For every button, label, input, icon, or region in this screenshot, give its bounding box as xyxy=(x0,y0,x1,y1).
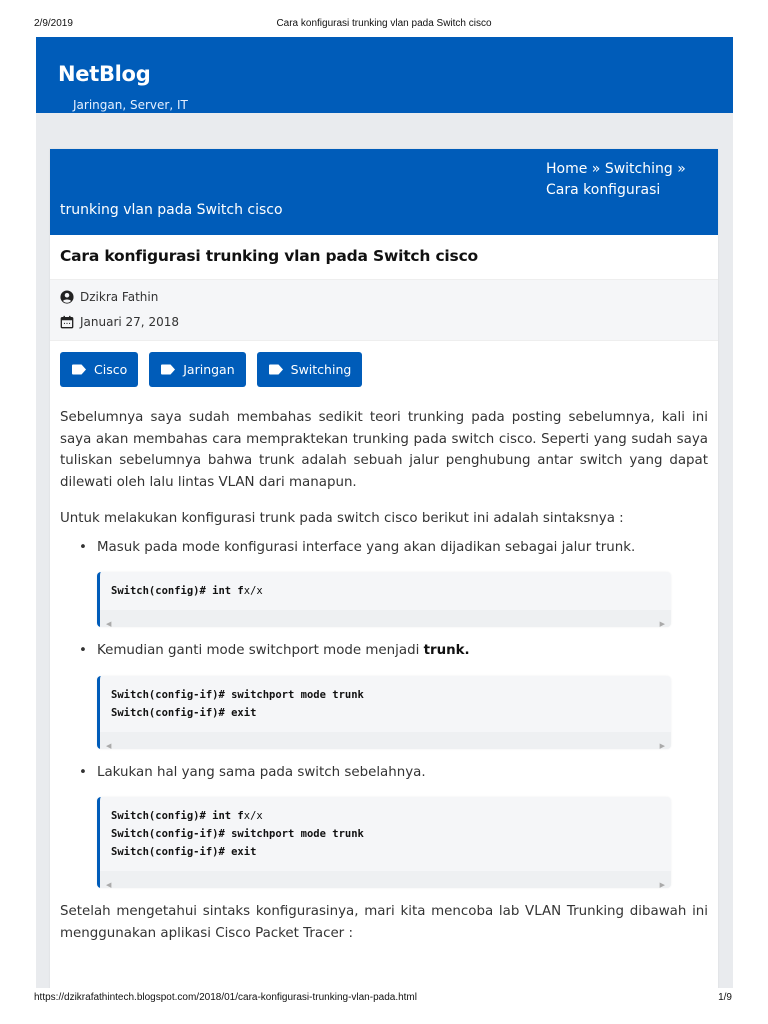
code-block xyxy=(97,572,671,627)
post-author xyxy=(60,290,158,304)
code-line: Switch(config-if)# exit xyxy=(111,846,257,858)
site-tagline: Jaringan, Server, IT xyxy=(73,98,188,112)
horizontal-scrollbar[interactable] xyxy=(100,610,671,627)
print-date: 2/9/2019 xyxy=(34,18,73,29)
tag-icon xyxy=(71,364,87,375)
step-item xyxy=(60,762,708,784)
breadcrumb-separator: » xyxy=(587,161,605,177)
step-item xyxy=(60,640,708,662)
tag-jaringan[interactable] xyxy=(149,352,245,387)
steps-list xyxy=(60,640,708,662)
code-block xyxy=(97,797,671,888)
scroll-left-arrow-icon[interactable]: ◀ xyxy=(106,620,112,628)
tag-label: Jaringan xyxy=(183,362,235,377)
intro-paragraph: Sebelumnya saya sudah membahas sedikit teori trunking pada posting sebelumnya, kali ini saya akan membahas cara mempraktekan trunking pada switch cisco. Seperti yang sudah saya tuliskan sebelumnya bahwa trunk adalah sebuah jalur penghubung antar switch yang dapat dilewati oleh lalu lintas VLAN dari manapun. xyxy=(60,410,708,490)
breadcrumb-category-link[interactable]: Switching xyxy=(604,161,673,177)
steps-list xyxy=(60,537,708,559)
steps-list xyxy=(60,762,708,784)
print-title: Cara konfigurasi trunking vlan pada Switch cisco xyxy=(276,18,492,29)
post-tags xyxy=(60,352,362,387)
outro-paragraph: Setelah mengetahui sintaks konfigurasinya, mari kita mencoba lab VLAN Trunking dibawah ini menggunakan aplikasi Cisco Packet Tracer : xyxy=(60,904,708,941)
site-title-link[interactable]: NetBlog xyxy=(58,62,151,86)
scroll-left-arrow-icon[interactable]: ◀ xyxy=(106,881,112,889)
breadcrumb-separator: » xyxy=(672,161,686,177)
code-lines[interactable] xyxy=(100,676,671,732)
scroll-right-arrow-icon[interactable]: ▶ xyxy=(659,620,665,628)
tag-cisco[interactable] xyxy=(60,352,138,387)
step-text: Masuk pada mode konfigurasi interface yang akan dijadikan sebagai jalur trunk. xyxy=(97,539,636,555)
tag-icon xyxy=(268,364,284,375)
print-header xyxy=(0,0,768,36)
breadcrumb-home-link[interactable]: Home xyxy=(546,161,588,177)
post-body xyxy=(60,407,708,944)
code-lines[interactable] xyxy=(100,572,671,610)
calendar-icon xyxy=(60,315,74,329)
post-meta xyxy=(50,279,718,341)
tag-label: Cisco xyxy=(94,362,128,377)
tag-switching[interactable] xyxy=(257,352,363,387)
code-line: Switch(config-if)# exit xyxy=(111,706,257,719)
print-page-number: 1/9 xyxy=(718,992,732,1003)
post-card xyxy=(50,149,718,988)
horizontal-scrollbar[interactable] xyxy=(100,732,671,749)
step-text: Kemudian ganti mode switchport mode menjadi xyxy=(97,643,424,658)
scroll-right-arrow-icon[interactable]: ▶ xyxy=(659,741,665,750)
breadcrumb-current-part1: Cara konfigurasi xyxy=(546,182,661,198)
tag-label: Switching xyxy=(290,362,352,377)
code-line: Switch(config)# int fx/x xyxy=(111,810,263,822)
post-title: Cara konfigurasi trunking vlan pada Switch cisco xyxy=(60,247,479,265)
page-wrapper xyxy=(36,37,733,988)
author-name[interactable]: Dzikra Fathin xyxy=(80,290,159,304)
breadcrumb-current-part2: trunking vlan pada Switch cisco xyxy=(60,202,283,218)
post-date xyxy=(60,315,179,329)
scroll-right-arrow-icon[interactable]: ▶ xyxy=(659,881,665,889)
step-emphasis: trunk. xyxy=(423,643,470,658)
site-header xyxy=(36,37,733,113)
print-footer xyxy=(0,992,768,1012)
print-url: https://dzikrafathintech.blogspot.com/2018/01/cara-konfigurasi-trunking-vlan-pada.html xyxy=(34,992,417,1003)
tag-icon xyxy=(160,364,176,375)
code-lines[interactable] xyxy=(100,797,671,871)
post-title-container xyxy=(50,235,718,279)
breadcrumb xyxy=(50,149,718,235)
step-item xyxy=(60,537,708,559)
post-date-text: Januari 27, 2018 xyxy=(80,315,179,329)
step-text: Lakukan hal yang sama pada switch sebelahnya. xyxy=(97,764,426,780)
code-line: Switch(config-if)# switchport mode trunk xyxy=(111,688,364,701)
syntax-intro-paragraph: Untuk melakukan konfigurasi trunk pada switch cisco berikut ini adalah sintaksnya : xyxy=(60,511,624,526)
code-block xyxy=(97,676,671,749)
scroll-left-arrow-icon[interactable]: ◀ xyxy=(106,741,112,750)
user-circle-icon xyxy=(60,290,74,304)
code-line: Switch(config)# int fx/x xyxy=(111,585,263,597)
horizontal-scrollbar[interactable] xyxy=(100,871,671,888)
code-line: Switch(config-if)# switchport mode trunk xyxy=(111,828,364,840)
breadcrumb-links xyxy=(546,159,706,201)
